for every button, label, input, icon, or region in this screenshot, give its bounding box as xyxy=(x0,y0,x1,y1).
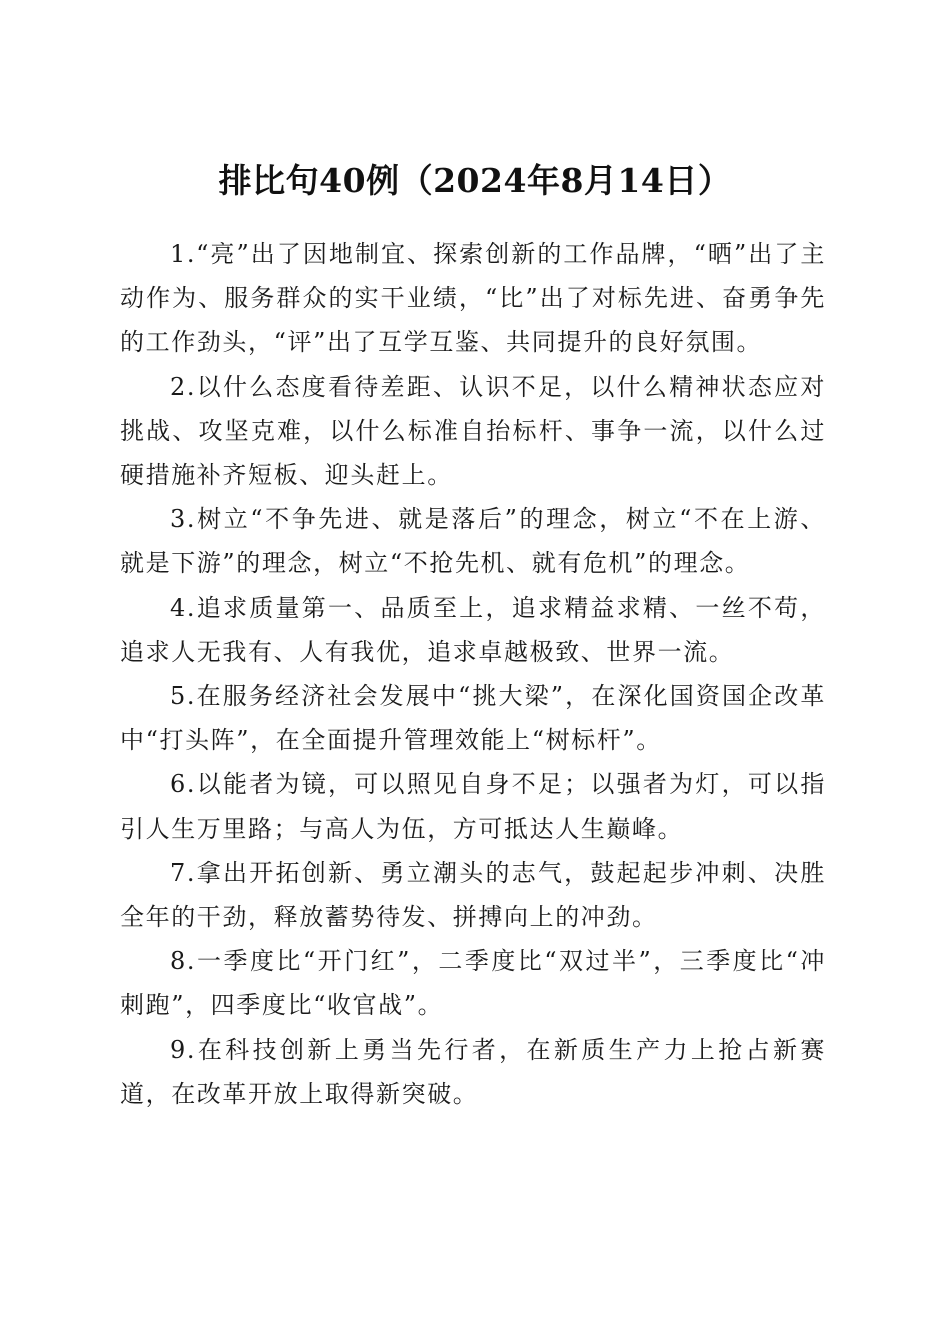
paragraph-5: 5.在服务经济社会发展中“挑大梁”，在深化国资国企改革中“打头阵”，在全面提升管理效能上“树标杆”。 xyxy=(120,682,826,755)
paragraph-6: 6.以能者为镜，可以照见自身不足；以强者为灯，可以指引人生万里路；与高人为伍，方可抵达人生巅峰。 xyxy=(120,770,826,843)
paragraph-8: 8.一季度比“开门红”，二季度比“双过半”，三季度比“冲刺跑”，四季度比“收官战”。 xyxy=(120,947,826,1020)
paragraph-4: 4.追求质量第一、品质至上，追求精益求精、一丝不苟，追求人无我有、人有我优，追求卓越极致、世界一流。 xyxy=(120,593,826,666)
paragraph-9: 9.在科技创新上勇当先行者，在新质生产力上抢占新赛道，在改革开放上取得新突破。 xyxy=(120,1035,826,1108)
paragraph-2: 2.以什么态度看待差距、认识不足，以什么精神状态应对挑战、攻坚克难，以什么标准自抬标杆、事争一流，以什么过硬措施补齐短板、迎头赶上。 xyxy=(120,372,826,490)
paragraph-3: 3.树立“不争先进、就是落后”的理念，树立“不在上游、就是下游”的理念，树立“不抢先机、就有危机”的理念。 xyxy=(120,505,826,578)
document-title: 排比句40例（2024年8月14日） xyxy=(218,161,732,201)
paragraph-7: 7.拿出开拓创新、勇立潮头的志气，鼓起起步冲刺、决胜全年的干劲，释放蓄势待发、拼搏向上的冲劲。 xyxy=(120,858,826,932)
paragraph-1: 1.“亮”出了因地制宜、探索创新的工作品牌，“晒”出了主动作为、服务群众的实干业绩，“比”出了对标先进、奋勇争先的工作劲头，“评”出了互学互鉴、共同提升的良好氛围。 xyxy=(120,240,826,357)
document-body xyxy=(120,232,826,1116)
